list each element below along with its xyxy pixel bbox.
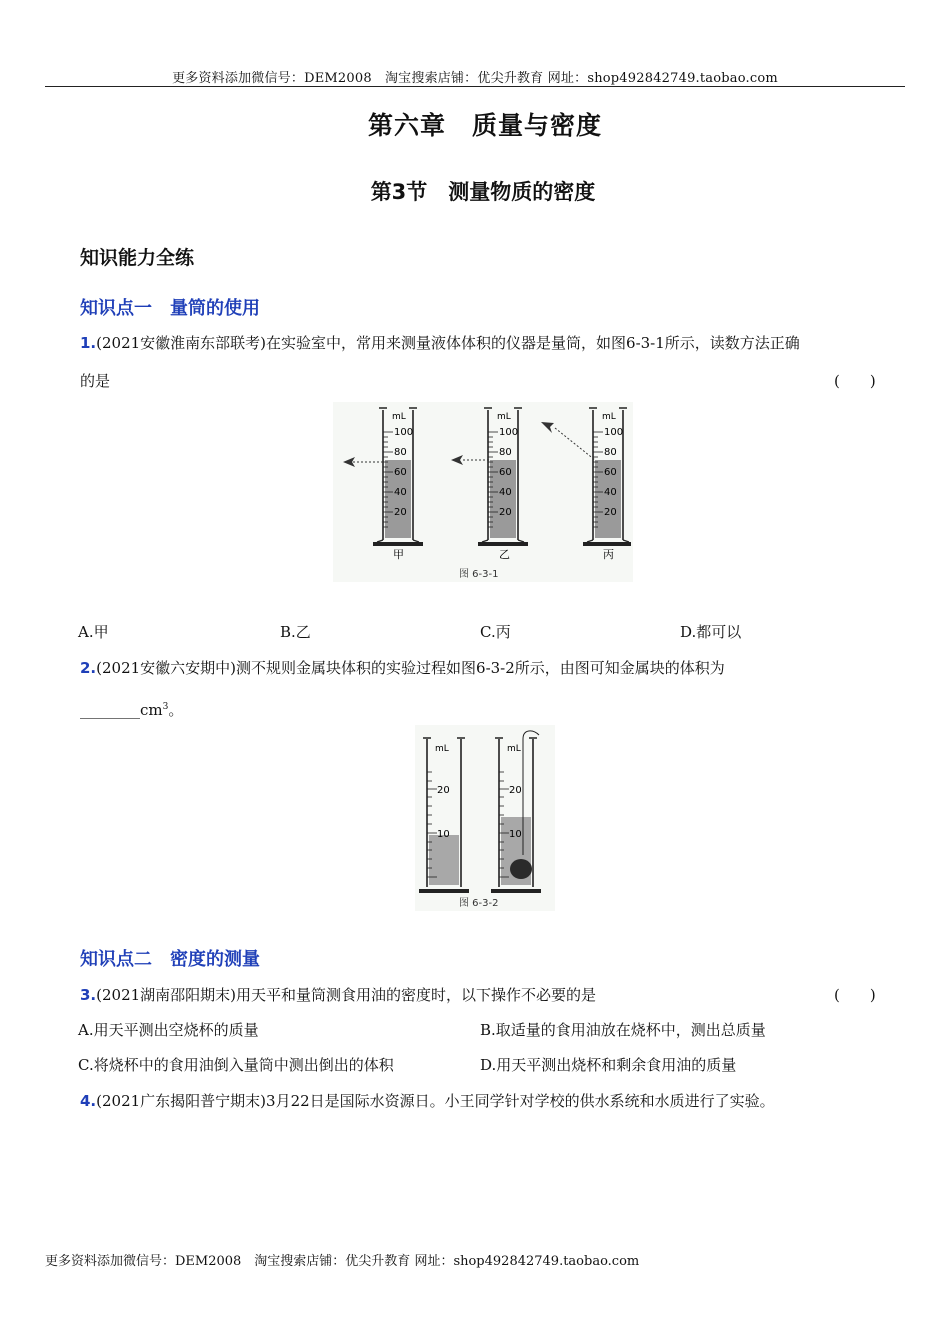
option-b[interactable]: B.乙 [280, 623, 311, 641]
svg-text:40: 40 [394, 487, 407, 498]
svg-text:80: 80 [499, 447, 512, 458]
header-divider [45, 86, 905, 87]
question-2 [80, 657, 910, 679]
answer-paren: ( ) [834, 986, 876, 1004]
svg-text:10: 10 [437, 829, 450, 840]
svg-text:80: 80 [394, 447, 407, 458]
question-2-line2: $\_\_\_\_\_\_\_\_cm^3$。 [80, 701, 184, 719]
question-3 [80, 984, 820, 1006]
question-number: 3. [80, 986, 97, 1004]
svg-text:20: 20 [499, 507, 512, 518]
cylinder-yi [451, 408, 528, 561]
figure-6-3-2 [415, 725, 555, 911]
eye-icon [541, 422, 554, 433]
svg-text:20: 20 [604, 507, 617, 518]
question-number: 2. [80, 659, 97, 677]
svg-text:20: 20 [509, 785, 522, 796]
answer-paren: ( ) [834, 372, 876, 390]
unit-label: mL [507, 744, 521, 754]
cylinders-figure [333, 402, 633, 582]
figure-6-3-1 [333, 402, 633, 582]
option-c[interactable]: C.将烧杯中的食用油倒入量筒中测出倒出的体积 [78, 1056, 394, 1074]
svg-text:100: 100 [499, 427, 519, 438]
cylinders-figure [415, 725, 555, 911]
cylinder-before [419, 738, 469, 891]
unit-superscript: 3 [162, 702, 169, 712]
question-text: (2021安徽淮南东部联考)在实验室中，常用来测量液体体积的仪器是量筒，如图6-3-1所示，读数方法正确 [96, 334, 800, 352]
figure-caption: 图 6-3-1 [459, 569, 499, 580]
svg-text:20: 20 [394, 507, 407, 518]
label-bing: 丙 [603, 548, 614, 561]
question-number: 4. [80, 1092, 97, 1110]
svg-text:60: 60 [499, 467, 512, 478]
option-a[interactable]: A.用天平测出空烧杯的质量 [78, 1021, 259, 1039]
metal-block [510, 859, 532, 879]
svg-text:100: 100 [604, 427, 624, 438]
svg-text:60: 60 [604, 467, 617, 478]
label-yi: 乙 [499, 548, 510, 561]
svg-text:60: 60 [394, 467, 407, 478]
knowledge-point-2: 知识点二 密度的测量 [80, 949, 260, 970]
svg-text:40: 40 [499, 487, 512, 498]
label-jia: 甲 [393, 548, 404, 561]
page-header: 更多资料添加微信号：DEM2008 淘宝搜索店铺：优尖升教育 网址：shop492842749.taobao.com [172, 71, 778, 86]
part-title: 知识能力全练 [80, 247, 195, 269]
question-4 [80, 1090, 910, 1112]
figure-caption: 图 6-3-2 [459, 898, 499, 909]
option-c[interactable]: C.丙 [480, 623, 511, 641]
answer-blank[interactable]: ________ [80, 701, 140, 719]
page-footer: 更多资料添加微信号：DEM2008 淘宝搜索店铺：优尖升教育 网址：shop492842749.taobao.com [45, 1254, 640, 1269]
svg-text:40: 40 [604, 487, 617, 498]
water [429, 835, 459, 885]
unit-text: cm [140, 701, 163, 719]
cylinder-bing [541, 408, 631, 561]
option-a[interactable]: A.甲 [78, 623, 109, 641]
option-b[interactable]: B.取适量的食用油放在烧杯中，测出总质量 [480, 1021, 766, 1039]
cylinder-jia [343, 408, 423, 561]
question-1 [80, 332, 910, 354]
svg-text:80: 80 [604, 447, 617, 458]
svg-text:10: 10 [509, 829, 522, 840]
unit-label: mL [435, 744, 449, 754]
question-text: (2021安徽六安期中)测不规则金属块体积的实验过程如图6-3-2所示，由图可知金属块的体积为 [96, 659, 725, 677]
option-d[interactable]: D.用天平测出烧杯和剩余食用油的质量 [480, 1056, 737, 1074]
section-title: 第3节 测量物质的密度 [370, 180, 596, 204]
question-text: (2021湖南邵阳期末)用天平和量筒测食用油的密度时，以下操作不必要的是 [96, 986, 597, 1004]
option-d[interactable]: D.都可以 [680, 623, 742, 641]
question-text: (2021广东揭阳普宁期末)3月22日是国际水资源日。小王同学针对学校的供水系统和水质进行了实验。 [96, 1092, 775, 1110]
eye-icon [451, 455, 463, 465]
sight-line [555, 428, 595, 460]
svg-text:100: 100 [394, 427, 414, 438]
chapter-title: 第六章 质量与密度 [367, 111, 602, 140]
question-number: 1. [80, 334, 97, 352]
unit-label: mL [392, 412, 406, 422]
knowledge-point-1: 知识点一 量筒的使用 [80, 298, 260, 319]
cylinder-after [491, 731, 541, 891]
question-1-line2: 的是 [80, 372, 111, 390]
unit-label: mL [602, 412, 616, 422]
unit-label: mL [497, 412, 511, 422]
svg-text:20: 20 [437, 785, 450, 796]
